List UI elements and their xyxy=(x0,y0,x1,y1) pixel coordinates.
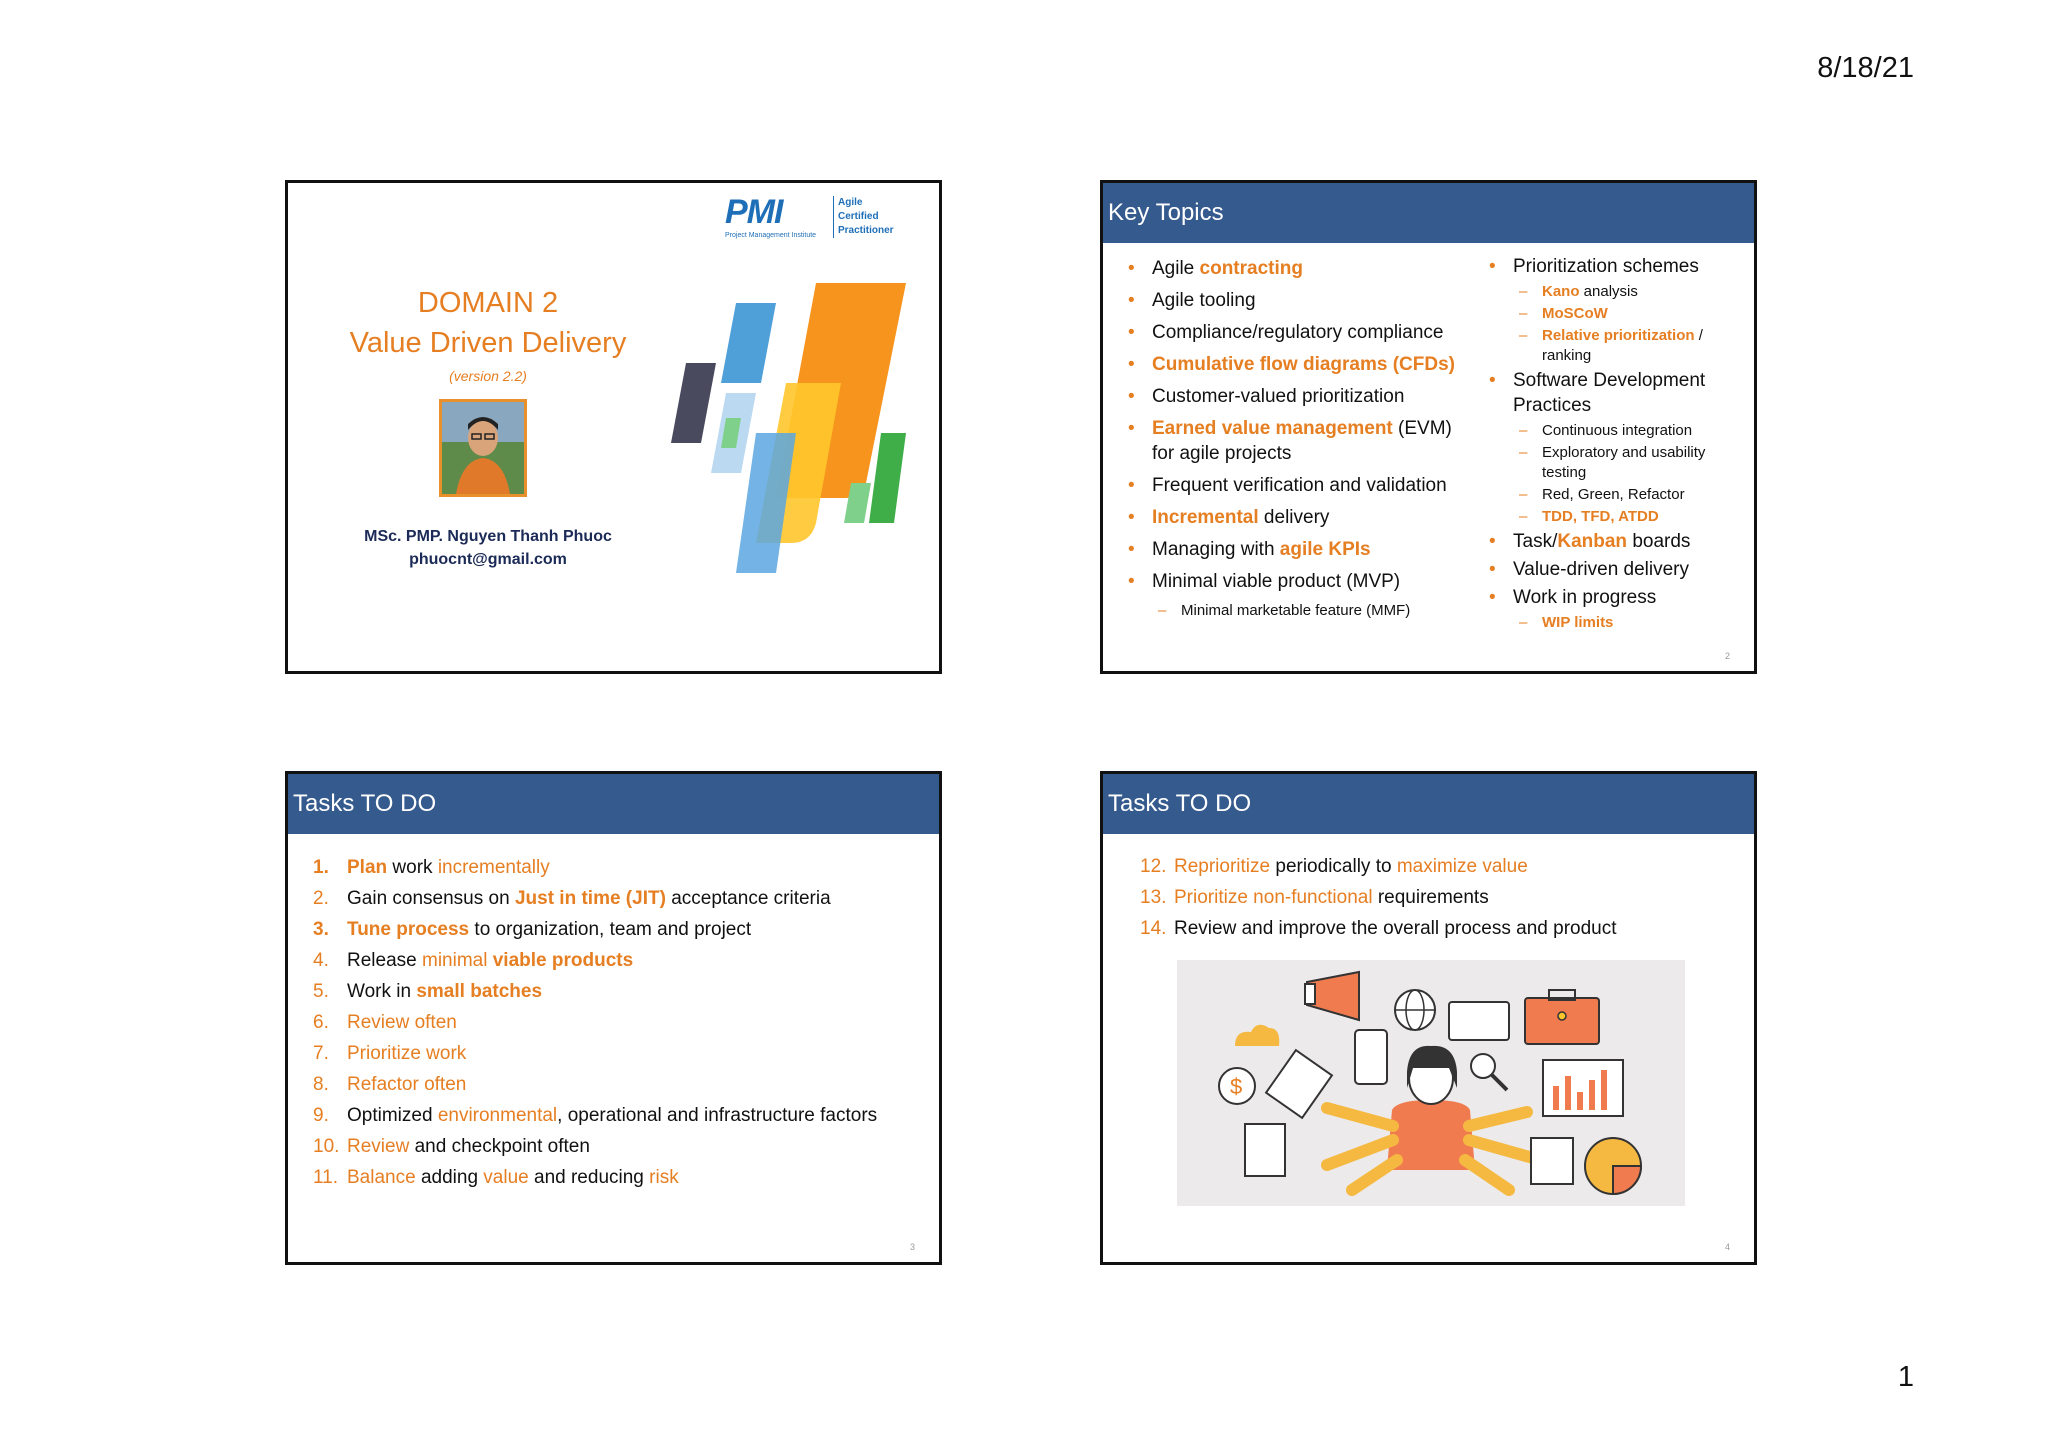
dash-bullet-icon: – xyxy=(1519,486,1528,503)
text-fragment: periodically to xyxy=(1270,856,1397,877)
cloud-icon xyxy=(1235,1025,1279,1046)
bullet-icon: • xyxy=(1128,290,1135,311)
task-number: 3. xyxy=(313,919,329,940)
calculator-icon xyxy=(1531,1138,1573,1184)
text-fragment: Gain consensus on xyxy=(347,888,515,909)
highlighted-text: Tune process xyxy=(347,919,470,940)
topic-subitem xyxy=(1489,421,1744,441)
topic-item xyxy=(1128,569,1478,594)
task-number: 14. xyxy=(1140,918,1167,939)
bullet-icon: • xyxy=(1489,531,1496,552)
version-label: (version 2.2) xyxy=(449,368,527,384)
dollar-symbol: $ xyxy=(1230,1074,1243,1099)
text-fragment: Minimal marketable feature (MMF) xyxy=(1181,602,1411,619)
text-fragment: Minimal viable product (MVP) xyxy=(1152,571,1401,592)
highlighted-text: TDD, TFD, ATDD xyxy=(1542,508,1659,525)
highlighted-text: Kano xyxy=(1542,283,1580,300)
text-fragment: work xyxy=(387,857,438,878)
task-item xyxy=(313,1040,917,1067)
topic-item xyxy=(1128,537,1478,562)
highlighted-text: viable products xyxy=(492,950,634,971)
domain-title xyxy=(288,283,688,363)
bullet-icon: • xyxy=(1128,507,1135,528)
task-item xyxy=(1140,884,1617,911)
bullet-icon: • xyxy=(1128,475,1135,496)
highlighted-text: Refactor often xyxy=(347,1074,467,1095)
text-fragment: Red, Green, Refactor xyxy=(1542,486,1685,503)
key-topics-left-column xyxy=(1128,256,1478,621)
dash-bullet-icon: – xyxy=(1519,444,1528,461)
slide-tasks-2 xyxy=(1100,771,1757,1265)
bullet-icon: • xyxy=(1128,539,1135,560)
text-fragment: Agile xyxy=(1152,258,1200,279)
domain-title-line: DOMAIN 2 xyxy=(417,287,559,319)
text-fragment: boards xyxy=(1627,531,1691,552)
highlighted-text: environmental xyxy=(437,1105,558,1126)
megaphone-icon xyxy=(1305,972,1359,1020)
highlighted-text: Review xyxy=(347,1136,410,1157)
topic-subitem xyxy=(1489,304,1744,324)
slide-header: Tasks TO DO xyxy=(1103,774,1754,834)
pmi-cert-line: Certified xyxy=(838,211,879,222)
pmi-logo-institute: Project Management Institute xyxy=(725,232,817,239)
magnifier-icon xyxy=(1471,1054,1507,1090)
highlighted-text: small batches xyxy=(416,981,543,1002)
task-item xyxy=(313,947,917,974)
topic-subitem xyxy=(1489,485,1744,505)
text-fragment: and reducing xyxy=(528,1167,650,1188)
highlighted-text: value xyxy=(483,1167,529,1188)
task-list xyxy=(313,854,917,1195)
slide-key-topics xyxy=(1100,180,1757,674)
text-fragment: Work in progress xyxy=(1513,587,1657,608)
pmi-cert-line: Agile xyxy=(838,197,863,208)
bullet-icon: • xyxy=(1128,571,1135,592)
task-number: 2. xyxy=(313,888,329,909)
topic-subitem xyxy=(1489,282,1744,302)
topic-item xyxy=(1128,473,1478,498)
text-fragment: Exploratory and usability testing xyxy=(1542,444,1706,481)
text-fragment: Customer-valued prioritization xyxy=(1152,386,1405,407)
topic-item xyxy=(1128,416,1478,466)
highlighted-text: MoSCoW xyxy=(1542,305,1608,322)
slide-number: 2 xyxy=(1724,651,1730,661)
text-fragment: Continuous integration xyxy=(1542,422,1693,439)
topic-subitem xyxy=(1489,326,1744,366)
highlighted-text: Plan xyxy=(347,857,388,878)
page-number: 1 xyxy=(1897,1361,1914,1393)
task-item xyxy=(1140,853,1617,880)
author-photo xyxy=(439,399,527,497)
phone-icon xyxy=(1355,1030,1387,1084)
task-item xyxy=(313,1133,917,1160)
text-fragment: / ranking xyxy=(1542,327,1703,364)
task-item xyxy=(1140,915,1617,942)
bullet-icon: • xyxy=(1489,370,1496,391)
text-fragment: Software Development Practices xyxy=(1513,370,1706,416)
bar-chart-icon xyxy=(1543,1060,1623,1116)
highlighted-text: Reprioritize xyxy=(1174,856,1271,877)
highlighted-text: WIP limits xyxy=(1542,614,1614,631)
topic-item xyxy=(1489,368,1744,418)
dash-bullet-icon: – xyxy=(1158,602,1167,619)
text-fragment: to organization, team and project xyxy=(469,919,752,940)
text-fragment: Frequent verification and validation xyxy=(1152,475,1447,496)
pmi-logo-mark: PMI xyxy=(725,193,783,231)
text-fragment: Work in xyxy=(347,981,417,1002)
text-fragment: acceptance criteria xyxy=(665,888,831,909)
highlighted-text: maximize value xyxy=(1396,856,1528,877)
topic-item xyxy=(1128,505,1478,530)
task-number: 4. xyxy=(313,950,329,971)
text-fragment: Optimized xyxy=(347,1105,438,1126)
text-fragment: , operational and infrastructure factors xyxy=(557,1105,878,1126)
decorative-shapes-graphic xyxy=(666,283,926,603)
topic-item xyxy=(1128,384,1478,409)
bullet-icon: • xyxy=(1128,418,1135,439)
highlighted-text: Cumulative flow diagrams (CFDs) xyxy=(1152,354,1455,375)
highlighted-text: Just in time (JIT) xyxy=(514,888,666,909)
task-number: 5. xyxy=(313,981,329,1002)
task-item xyxy=(313,885,917,912)
text-fragment: (EVM) for agile projects xyxy=(1152,418,1452,464)
highlighted-text: Incremental xyxy=(1152,507,1259,528)
topic-subitem xyxy=(1489,613,1744,633)
highlighted-text: Earned value management xyxy=(1152,418,1393,439)
highlighted-text: Prioritize non-functional xyxy=(1174,887,1373,908)
task-number: 8. xyxy=(313,1074,329,1095)
highlighted-text: risk xyxy=(649,1167,679,1188)
briefcase-icon xyxy=(1525,990,1599,1044)
text-fragment: Agile tooling xyxy=(1152,290,1256,311)
highlighted-text: Kanban xyxy=(1557,531,1628,552)
topic-item xyxy=(1489,529,1744,554)
bullet-icon: • xyxy=(1128,354,1135,375)
pmi-cert-line: Practitioner xyxy=(838,225,894,236)
highlighted-text: Review often xyxy=(347,1012,457,1033)
pmi-logo-certification xyxy=(833,196,894,238)
task-number: 1. xyxy=(313,857,329,878)
topic-item xyxy=(1128,320,1478,345)
topic-item xyxy=(1489,585,1744,610)
task-item xyxy=(313,1102,917,1129)
text-fragment: Prioritization schemes xyxy=(1513,256,1699,277)
topic-subitem xyxy=(1489,443,1744,483)
topic-item xyxy=(1128,288,1478,313)
highlighted-text: Relative prioritization xyxy=(1542,327,1695,344)
slide-title xyxy=(285,180,942,674)
bullet-icon: • xyxy=(1128,386,1135,407)
task-number: 6. xyxy=(313,1012,329,1033)
task-item xyxy=(313,1071,917,1098)
text-fragment: Managing with xyxy=(1152,539,1280,560)
highlighted-text: Balance xyxy=(347,1167,416,1188)
text-fragment: Value-driven delivery xyxy=(1513,559,1690,580)
globe-icon xyxy=(1395,990,1435,1030)
slide-tasks-1 xyxy=(285,771,942,1265)
multitasking-person-illustration xyxy=(1177,960,1685,1206)
author-email: phuocnt@gmail.com xyxy=(409,551,567,568)
dash-bullet-icon: – xyxy=(1519,283,1528,300)
bullet-icon: • xyxy=(1489,559,1496,580)
dash-bullet-icon: – xyxy=(1519,614,1528,631)
slide-number: 4 xyxy=(1724,1242,1730,1252)
highlighted-text: minimal xyxy=(422,950,493,971)
document-icon xyxy=(1245,1124,1285,1176)
topic-item xyxy=(1489,557,1744,582)
dash-bullet-icon: – xyxy=(1519,422,1528,439)
task-number: 12. xyxy=(1140,856,1167,877)
pmi-logo xyxy=(725,194,905,242)
text-fragment: Task/ xyxy=(1513,531,1558,552)
task-number: 13. xyxy=(1140,887,1167,908)
text-fragment: Review and improve the overall process and product xyxy=(1174,918,1617,939)
bullet-icon: • xyxy=(1489,587,1496,608)
bullet-icon: • xyxy=(1128,322,1135,343)
topic-item xyxy=(1128,256,1478,281)
pie-chart-icon xyxy=(1585,1138,1641,1194)
task-item xyxy=(313,916,917,943)
dash-bullet-icon: – xyxy=(1519,305,1528,322)
text-fragment: analysis xyxy=(1579,283,1638,300)
task-item xyxy=(313,854,917,881)
slide-number: 3 xyxy=(909,1242,915,1252)
topic-subitem xyxy=(1128,601,1478,621)
task-item xyxy=(313,978,917,1005)
text-fragment: Release xyxy=(347,950,422,971)
task-number: 7. xyxy=(313,1043,329,1064)
dollar-coin-icon xyxy=(1219,1068,1255,1104)
highlighted-text: incrementally xyxy=(437,857,550,878)
task-item xyxy=(313,1164,917,1191)
slide-header: Tasks TO DO xyxy=(288,774,939,834)
bullet-icon: • xyxy=(1489,256,1496,277)
author-name: MSc. PMP. Nguyen Thanh Phuoc xyxy=(364,528,612,545)
author-info xyxy=(288,525,688,571)
highlighted-text: Prioritize work xyxy=(347,1043,467,1064)
key-topics-right-column xyxy=(1489,254,1744,635)
dash-bullet-icon: – xyxy=(1519,508,1528,525)
chat-bubble-icon xyxy=(1449,1002,1509,1040)
topic-item xyxy=(1489,254,1744,279)
task-number: 11. xyxy=(313,1167,339,1188)
highlighted-text: agile KPIs xyxy=(1279,539,1371,560)
highlighted-text: contracting xyxy=(1199,258,1303,279)
text-fragment: requirements xyxy=(1372,887,1489,908)
task-number: 10. xyxy=(313,1136,340,1157)
text-fragment: and checkpoint often xyxy=(409,1136,590,1157)
dash-bullet-icon: – xyxy=(1519,327,1528,344)
task-list xyxy=(1140,853,1617,946)
task-number: 9. xyxy=(313,1105,329,1126)
page-date: 8/18/21 xyxy=(1817,52,1914,84)
topic-subitem xyxy=(1489,507,1744,527)
slide-header: Key Topics xyxy=(1103,183,1754,243)
text-fragment: delivery xyxy=(1258,507,1330,528)
text-fragment: adding xyxy=(415,1167,484,1188)
task-item xyxy=(313,1009,917,1036)
domain-subtitle: Value Driven Delivery xyxy=(349,327,627,359)
bullet-icon: • xyxy=(1128,258,1135,279)
text-fragment: Compliance/regulatory compliance xyxy=(1152,322,1444,343)
topic-item xyxy=(1128,352,1478,377)
